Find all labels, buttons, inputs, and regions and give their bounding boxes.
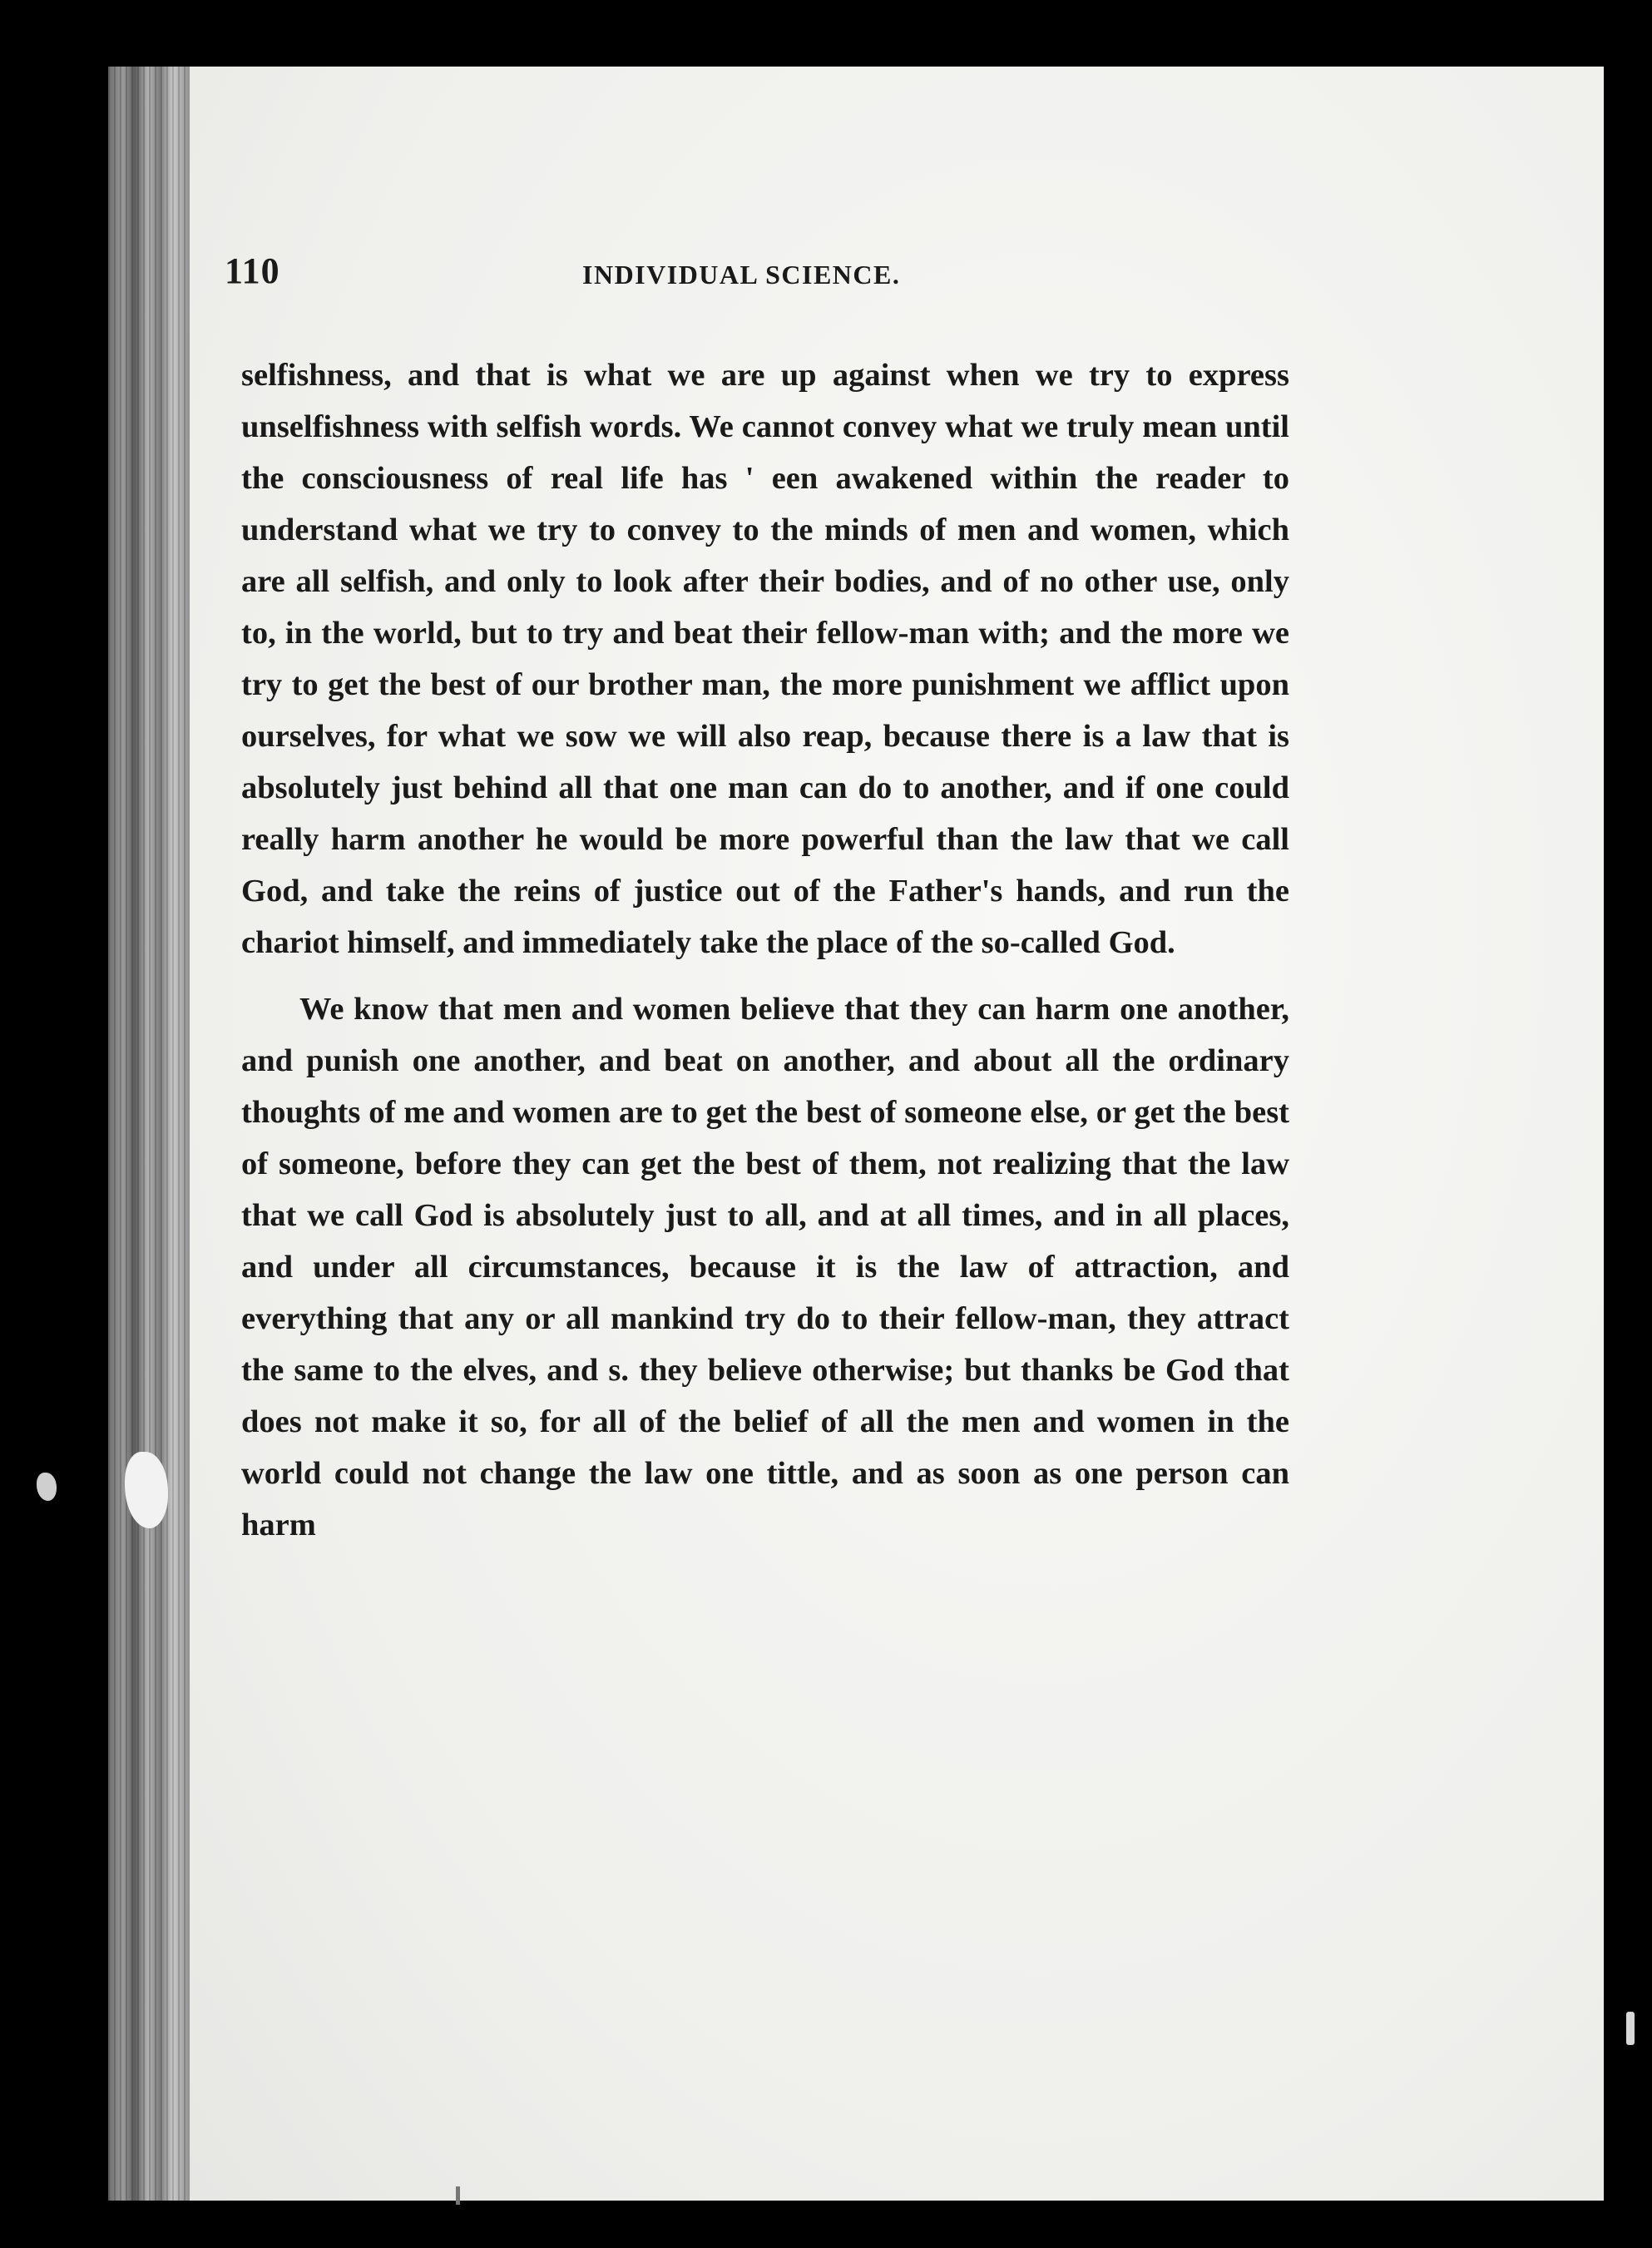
bottom-mark	[456, 2186, 460, 2205]
paragraph: selfishness, and that is what we are up against when we try to express unselfishness with selfish words. We cannot convey what we truly mean until the consciousness of real life has ' een awakened within the reader to understand what we try to convey to the minds of men and women, which are all selfish, and only to look after their bodies, and of no other use, only to, in the world, but to try and beat their fellow-man with; and the more we try to get the best of our brother man, the more punishment we afflict upon ourselves, for what we sow we will also reap, because there is a law that is absolutely just behind all that one man can do to another, and if one could really harm another he would be more powerful than the law that we call God, and take the reins of justice out of the Father's hands, and run the chariot himself, and immediately take the place of the so-called God.	[241, 358, 1289, 960]
paragraph: We know that men and women believe that they can harm one another, and punish one another, and beat on another, and about all the ordinary thoughts of me and women are to get the best of someone else, or get the best of someone, before they can get the best of them, not realizing that the law that we call God is absolutely just to all, and at all times, and in all places, and under all circumstances, because it is the law of attraction, and everything that any or all mankind try do to their fellow-man, they attract the same to the elves, and s. they believe otherwise; but thanks be God that does not make it so, for all of the belief of all the men and women in the world could not change the law one tittle, and as soon as one person can harm	[241, 992, 1289, 1542]
page-number: 110	[225, 250, 280, 291]
body-text	[241, 349, 1289, 1551]
book-gutter	[108, 67, 191, 2201]
edge-mark	[1626, 2012, 1635, 2045]
running-head: INDIVIDUAL SCIENCE.	[582, 260, 901, 290]
margin-blot	[37, 1473, 57, 1501]
